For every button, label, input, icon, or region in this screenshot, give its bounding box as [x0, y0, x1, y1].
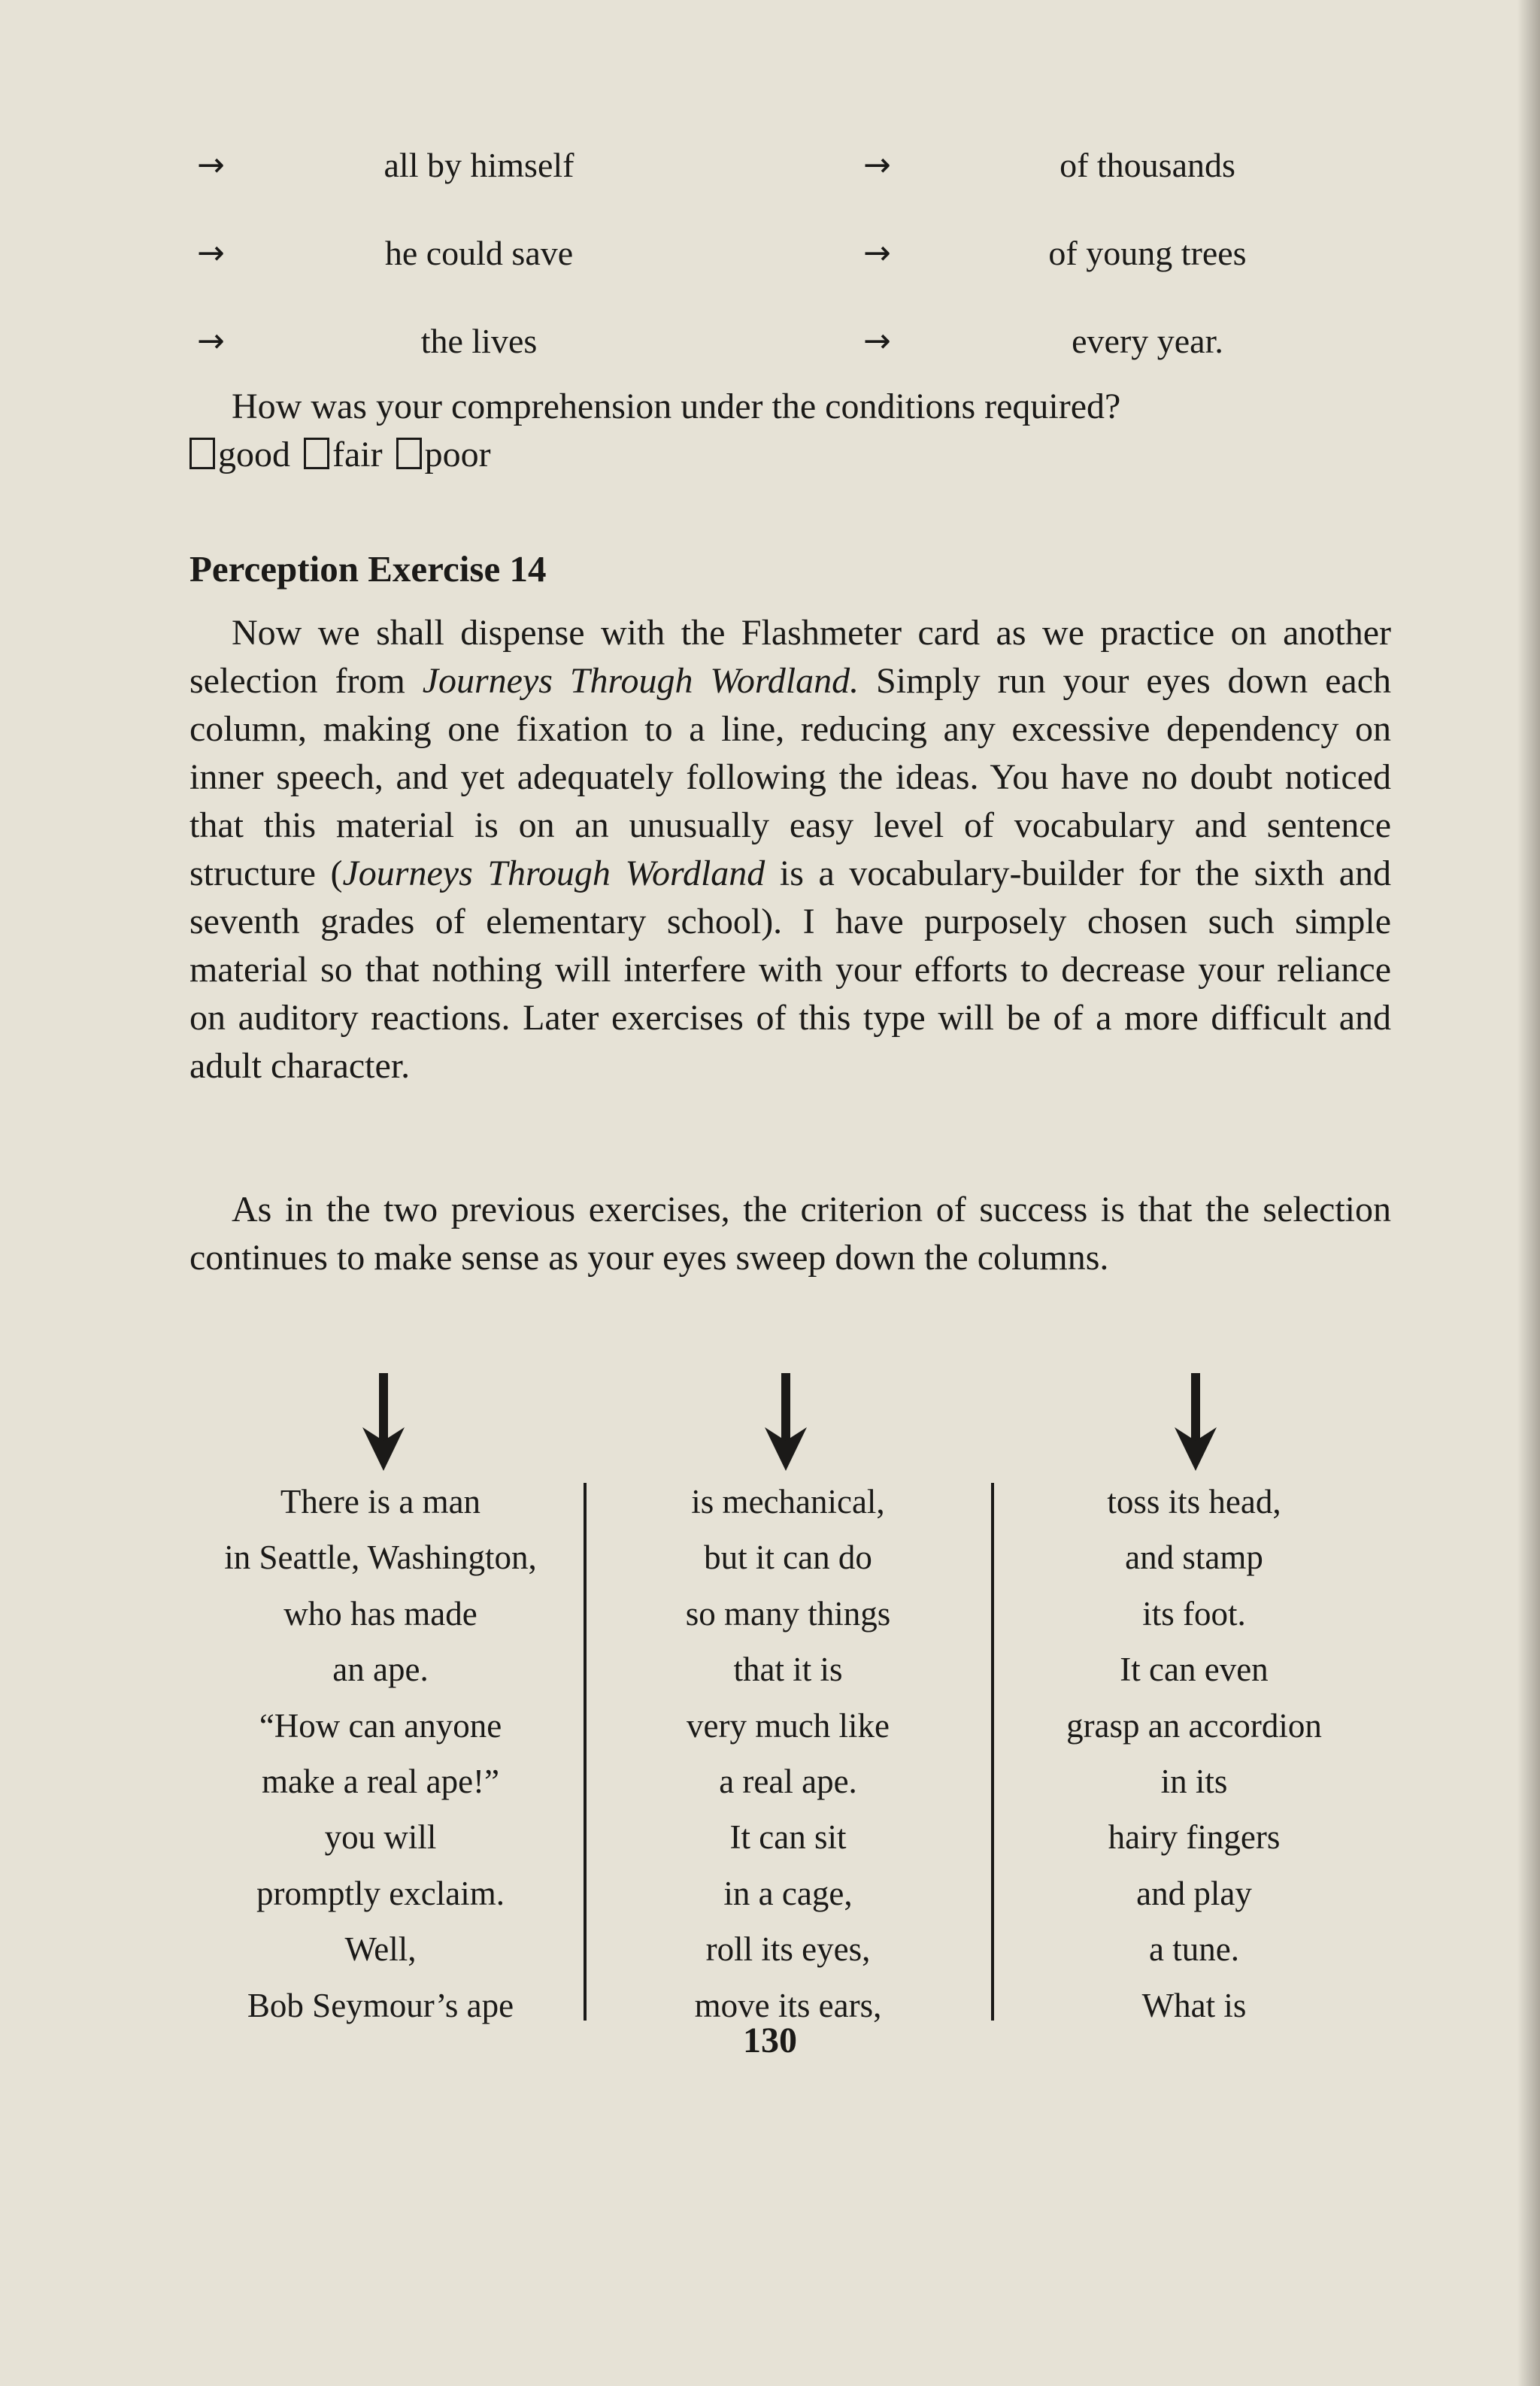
reading-column-3: [991, 1474, 1397, 2033]
phrase-right: of young trees: [1048, 234, 1247, 272]
column-line: Bob Seymour’s ape: [247, 1986, 514, 2024]
column-line: its foot.: [1142, 1594, 1246, 1633]
column-line: in Seattle, Washington,: [224, 1539, 537, 1577]
instruction-paragraph: [189, 609, 1391, 1090]
paragraph-text: Now we shall dispense with the Flashmeter card as we practice on another selection from: [189, 613, 1391, 701]
column-line: that it is: [733, 1651, 843, 1689]
paragraph-text: is a vocabulary-builder for the sixth and seventh grades of elementary school). I have purposely chosen such simple material so that nothing will interfere with your efforts to decrease your reliance on auditory reactions. Later exercises of this type will be of a more difficult and adult character.: [189, 853, 1391, 1086]
column-line: It can even: [1120, 1651, 1269, 1689]
column-line: an ape.: [332, 1651, 429, 1689]
phrase-row: [0, 319, 1540, 364]
checkbox-icon[interactable]: [304, 438, 329, 469]
phrase-right: every year.: [1072, 322, 1223, 360]
column-line: grasp an accordion: [1066, 1706, 1322, 1745]
paragraph-text: Simply run your eyes down each column, making one fixation to a line, reducing any excessive dependency on inner speech, and yet adequately following the ideas. You have no doubt noticed that this material is on an unusually easy level of vocabulary and sentence structure (: [189, 661, 1391, 893]
column-line: in a cage,: [723, 1874, 853, 1912]
column-line: in its: [1160, 1763, 1228, 1801]
column-line: and stamp: [1125, 1539, 1263, 1577]
comprehension-question: How was your comprehension under the conditions required?: [232, 387, 1121, 426]
book-title: Journeys Through Wordland: [342, 853, 765, 893]
right-arrow-icon: →: [863, 322, 891, 360]
right-arrow-icon: →: [197, 322, 225, 360]
column-line: very much like: [687, 1706, 890, 1745]
checkbox-icon[interactable]: [189, 438, 215, 469]
criterion-paragraph: As in the two previous exercises, the criterion of success is that the selection continues to make sense as your eyes sweep down the columns.: [189, 1190, 1391, 1278]
rating-label: good: [218, 435, 290, 474]
column-line: Well,: [344, 1930, 417, 1969]
rating-option-good[interactable]: [189, 435, 290, 474]
right-arrow-icon: →: [197, 146, 225, 184]
right-arrow-icon: →: [863, 234, 891, 272]
column-line: a tune.: [1149, 1930, 1239, 1969]
page-number: 130: [743, 2021, 797, 2060]
rating-option-poor[interactable]: [396, 435, 491, 474]
reading-column-1: [177, 1474, 584, 2033]
exercise-heading: Perception Exercise 14: [189, 548, 547, 590]
column-line: roll its eyes,: [705, 1930, 871, 1969]
column-line: There is a man: [280, 1483, 481, 1520]
phrase-row: [0, 143, 1540, 188]
column-line: make a real ape!”: [261, 1763, 499, 1801]
comprehension-rating: [189, 431, 505, 479]
column-line: hairy fingers: [1108, 1818, 1281, 1857]
rating-option-fair[interactable]: [304, 435, 383, 474]
column-line: but it can do: [704, 1539, 872, 1577]
down-arrow-icon: [1166, 1373, 1226, 1471]
phrase-left: all by himself: [383, 146, 574, 184]
phrase-right: of thousands: [1060, 146, 1235, 184]
phrase-left: the lives: [420, 322, 538, 360]
column-line: promptly exclaim.: [256, 1874, 505, 1912]
book-title: Journeys Through Wordland.: [422, 661, 859, 701]
column-line: and play: [1136, 1874, 1252, 1912]
column-line: move its ears,: [694, 1986, 882, 2024]
column-line: It can sit: [729, 1818, 847, 1857]
right-arrow-icon: →: [863, 146, 891, 184]
column-line: What is: [1141, 1986, 1247, 2024]
column-line: you will: [324, 1818, 437, 1857]
column-line: so many things: [685, 1594, 891, 1633]
column-line: who has made: [283, 1594, 477, 1633]
phrase-left: he could save: [384, 234, 574, 272]
column-line: is mechanical,: [691, 1483, 885, 1520]
rating-label: poor: [424, 435, 491, 474]
column-line: toss its head,: [1107, 1483, 1281, 1520]
reading-column-2: [585, 1474, 991, 2033]
column-line: a real ape.: [719, 1763, 857, 1801]
phrase-row: [0, 231, 1540, 276]
down-arrow-icon: [353, 1373, 414, 1471]
rating-label: fair: [332, 435, 383, 474]
checkbox-icon[interactable]: [396, 438, 422, 469]
down-arrow-icon: [756, 1373, 816, 1471]
right-arrow-icon: →: [197, 234, 225, 272]
column-line: “How can anyone: [259, 1706, 502, 1745]
